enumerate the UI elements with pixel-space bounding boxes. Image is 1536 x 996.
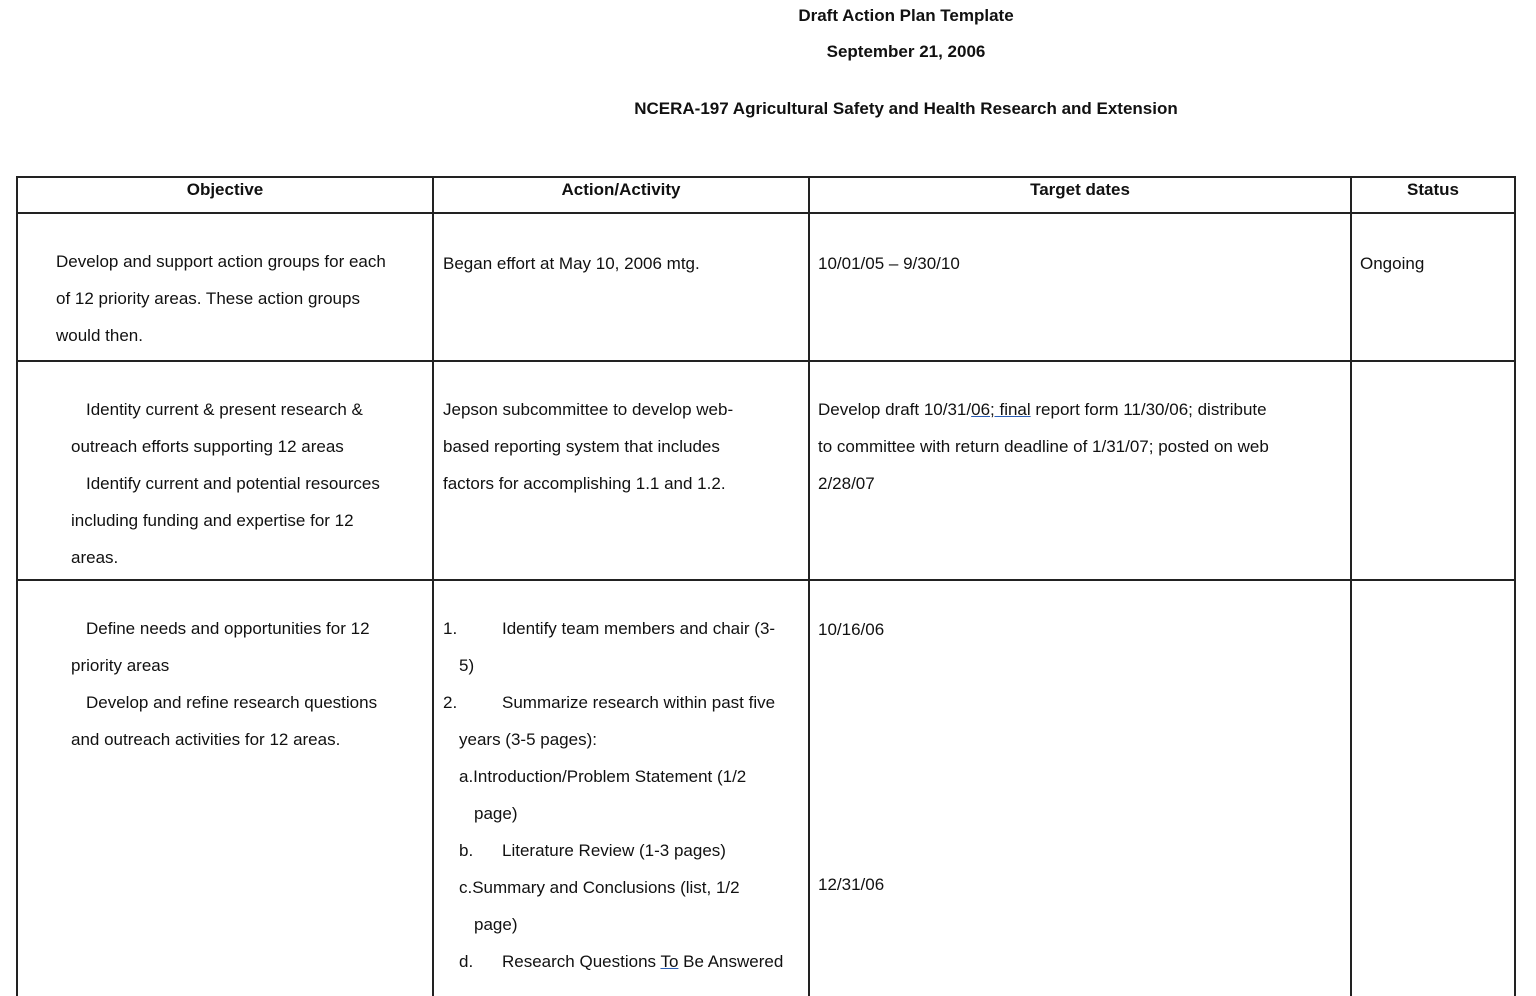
column-divider-1 <box>432 176 434 996</box>
row2-target-line: to committee with return deadline of 1/31/07; posted on web <box>818 437 1269 456</box>
sub-list-item <box>459 943 805 980</box>
row2-target-text: report form 11/30/06; distribute <box>1030 400 1267 419</box>
sub-list-item-continuation: page) <box>474 915 518 934</box>
list-item-text: Identify team members and chair (3- <box>502 619 776 638</box>
row1-action: Began effort at May 10, 2006 mtg. <box>443 254 700 273</box>
sub-list-item-text: Literature Review (1-3 pages) <box>502 841 726 860</box>
sub-list-item: c.Summary and Conclusions (list, 1/2 <box>459 878 740 897</box>
row3-objective-line: Define needs and opportunities for 12 <box>86 619 370 638</box>
sub-list-item-continuation: page) <box>474 804 518 823</box>
row2-target-line <box>818 391 1348 428</box>
column-divider-2 <box>808 176 810 996</box>
header-objective: Objective <box>186 180 264 199</box>
row3-action-list <box>443 610 805 980</box>
row1-objective-line: of 12 priority areas. These action groups <box>56 289 360 308</box>
row-divider-2 <box>16 579 1515 581</box>
row3-objective-line: Develop and refine research questions <box>86 693 378 712</box>
row-divider-1 <box>16 360 1515 362</box>
document-title: Draft Action Plan Template <box>798 6 1014 25</box>
document-date: September 21, 2006 <box>826 42 986 61</box>
column-divider-3 <box>1350 176 1352 996</box>
row1-target-dates: 10/01/05 – 9/30/10 <box>818 254 960 273</box>
row2-target-text: Develop draft 10/31/ <box>818 400 972 419</box>
row2-objective-line: Identify current and potential resources <box>86 474 380 493</box>
list-item-text: Summarize research within past five <box>502 693 776 712</box>
row3-objective-line: and outreach activities for 12 areas. <box>71 730 341 749</box>
list-item <box>443 684 805 721</box>
sub-list-item-text: Research Questions <box>502 952 661 971</box>
header-target-dates: Target dates <box>1030 180 1130 199</box>
row1-objective-line: would then. <box>56 326 143 345</box>
sub-list-item-letter: d. <box>459 952 474 971</box>
header-divider <box>16 212 1515 214</box>
row2-objective-line: areas. <box>71 548 119 567</box>
document-subtitle: NCERA-197 Agricultural Safety and Health Research and Extension <box>634 99 1178 118</box>
row2-action <box>443 391 803 502</box>
row2-action-line: Jepson subcommittee to develop web- <box>443 400 734 419</box>
sub-list-item: a.Introduction/Problem Statement (1/2 <box>459 767 747 786</box>
header-status: Status <box>1407 180 1459 199</box>
sub-list-item-underlined: To <box>660 952 679 971</box>
row2-objective-line: outreach efforts supporting 12 areas <box>71 437 344 456</box>
sub-list-item-letter: b. <box>459 841 474 860</box>
sub-list-item <box>459 832 805 869</box>
row2-objective <box>71 391 429 576</box>
row3-target-date-1: 10/16/06 <box>818 620 885 639</box>
row2-action-line: factors for accomplishing 1.1 and 1.2. <box>443 474 726 493</box>
sub-list-item-text: Be Answered <box>678 952 784 971</box>
row3-objective <box>71 610 429 758</box>
list-item-number: 2. <box>443 693 458 712</box>
row3-objective-line: priority areas <box>71 656 170 675</box>
list-item-continuation: years (3-5 pages): <box>459 730 597 749</box>
list-item-number: 1. <box>443 619 458 638</box>
row2-objective-line: including funding and expertise for 12 <box>71 511 354 530</box>
row2-action-line: based reporting system that includes <box>443 437 720 456</box>
row1-status: Ongoing <box>1360 254 1425 273</box>
row2-target-line: 2/28/07 <box>818 474 875 493</box>
row2-target-underlined: 06; final <box>971 400 1031 419</box>
header-action: Action/Activity <box>561 180 681 199</box>
row3-target-date-2: 12/31/06 <box>818 875 885 894</box>
list-item <box>443 610 805 647</box>
row2-objective-line: Identity current & present research & <box>86 400 363 419</box>
row1-objective-line: Develop and support action groups for each <box>56 252 386 271</box>
row1-objective <box>56 243 430 354</box>
row2-target-dates <box>818 391 1348 502</box>
column-divider-left <box>16 176 18 996</box>
column-divider-right <box>1514 176 1516 996</box>
list-item-continuation: 5) <box>459 656 475 675</box>
